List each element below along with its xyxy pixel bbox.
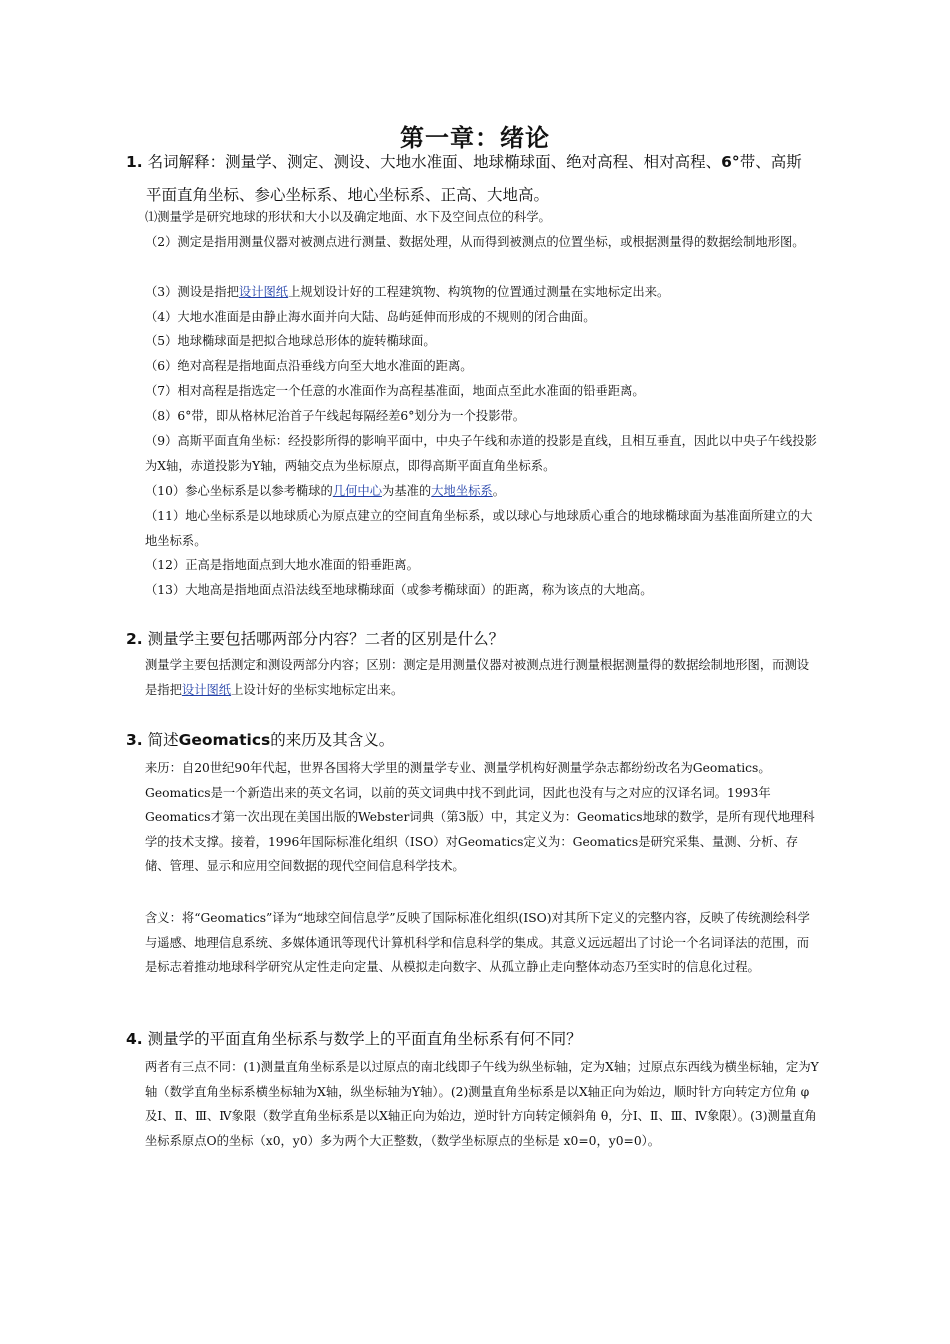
answer-1-13: （13）大地高是指地面点沿法线至地球椭球面（或参考椭球面）的距离，称为该点的大地高。 bbox=[145, 583, 653, 597]
answer-1-3 bbox=[145, 280, 820, 305]
answer-3-meaning: 含义：将“Geomatics”译为“地球空间信息学”反映了国际标准化组织(ISO)对其所下定义的完整内容，反映了传统测绘科学与遥感、地理信息系统、多媒体通讯等现代计算机科学和信息科学的集成。其意义远远超出了讨论一个名词译法的范围，而是标志着推动地球科学研究从定性走向定量、从模拟走向数字、从孤立静止走向整体动态乃至实时的信息化过程。 bbox=[145, 911, 810, 975]
question-number: 4. bbox=[126, 1030, 143, 1048]
question-number: 1. bbox=[126, 153, 143, 171]
answer-1-10 bbox=[145, 479, 820, 504]
answer-text: （3）测设是指把 bbox=[145, 285, 239, 299]
question-text-bold: Geomatics bbox=[178, 731, 271, 749]
question-text: 测量学的平面直角坐标系与数学上的平面直角坐标系有何不同？ bbox=[147, 1030, 582, 1048]
question-text: 测量学主要包括哪两部分内容？二者的区别是什么？ bbox=[147, 630, 505, 648]
answer-text: 为基准的 bbox=[382, 484, 432, 498]
answer-2 bbox=[145, 653, 820, 702]
answer-1-12: （12）正高是指地面点到大地水准面的铅垂距离。 bbox=[145, 558, 419, 572]
answer-text: （10）参心坐标系是以参考椭球的 bbox=[145, 484, 333, 498]
page-title: 第一章：绪论 bbox=[400, 124, 550, 152]
question-number: 3. bbox=[126, 731, 143, 749]
answer-1-9: （9）高斯平面直角坐标：经投影所得的影响平面中，中央子午线和赤道的投影是直线，且相互垂直，因此以中央子午线投影为X轴，赤道投影为Y轴，两轴交点为坐标原点，即得高斯平面直角坐标系。 bbox=[145, 434, 817, 473]
link-design-drawing[interactable]: 设计图纸 bbox=[238, 285, 289, 299]
link-design-drawing[interactable]: 设计图纸 bbox=[181, 682, 232, 697]
answer-text: 上规划设计好的工程建筑物、构筑物的位置通过测量在实地标定出来。 bbox=[288, 285, 670, 299]
question-text: 简述 bbox=[147, 731, 179, 749]
question-2 bbox=[126, 623, 826, 656]
link-geometric-center[interactable]: 几何中心 bbox=[332, 484, 383, 498]
answer-text: 。 bbox=[492, 484, 506, 498]
answer-1-11: （11）地心坐标系是以地球质心为原点建立的空间直角坐标系，或以球心与地球质心重合的地球椭球面为基准面所建立的大地坐标系。 bbox=[145, 509, 813, 548]
question-1 bbox=[126, 146, 826, 212]
link-geodetic-coordinate-system[interactable]: 大地坐标系 bbox=[431, 484, 493, 498]
answer-1-4: （4）大地水准面是由静止海水面并向大陆、岛屿延伸而形成的不规则的闭合曲面。 bbox=[145, 310, 596, 324]
answer-1-2: （2）测定是指用测量仪器对被测点进行测量、数据处理，从而得到被测点的位置坐标，或根据测量得的数据绘制地形图。 bbox=[145, 235, 805, 249]
answer-text: 测量学主要包括测定和测设两部分内容；区别：测定是用测量仪器对被测点进行测量根据测量得的数据绘制地形图，而测设是指把 bbox=[145, 658, 810, 697]
question-text: 带、高斯 bbox=[739, 153, 802, 171]
answer-1-8: （8）6°带，即从格林尼治首子午线起每隔经差6°划分为一个投影带。 bbox=[145, 409, 526, 423]
answer-3-history: 来历：自20世纪90年代起，世界各国将大学里的测量学专业、测量学机构好测量学杂志都纷纷改名为Geomatics。Geomatics是一个新造出来的英文名词，以前的英文词典中找不到此词，因此也没有与之对应的汉译名词。1993年Geomatics才第一次出现在美国出版的Webster词典（第3版）中，其定义为：Geomatics地球的数学，是所有现代地理科学的技术支撑。接着，1996年国际标准化组织（ISO）对Geomatics定义为：Geomatics是研究采集、量测、分析、存储、管理、显示和应用空间数据的现代空间信息科学技术。 bbox=[145, 761, 815, 874]
answer-1-7: （7）相对高程是指选定一个任意的水准面作为高程基准面，地面点至此水准面的铅垂距离。 bbox=[145, 384, 645, 398]
question-text: 平面直角坐标、参心坐标系、地心坐标系、正高、大地高。 bbox=[146, 186, 550, 204]
question-4 bbox=[126, 1023, 826, 1056]
question-text-bold: 6° bbox=[721, 153, 740, 171]
question-text: 名词解释：测量学、测定、测设、大地水准面、地球椭球面、绝对高程、相对高程、 bbox=[147, 153, 722, 171]
question-3 bbox=[126, 724, 826, 757]
answer-1-5: （5）地球椭球面是把拟合地球总形体的旋转椭球面。 bbox=[145, 334, 436, 348]
question-number: 2. bbox=[126, 630, 143, 648]
answer-4: 两者有三点不同：(1)测量直角坐标系是以过原点的南北线即子午线为纵坐标轴，定为X轴；过原点东西线为横坐标轴，定为Y轴（数学直角坐标系横坐标轴为X轴，纵坐标轴为Y轴）。(2)测量直角坐标系是以X轴正向为始边，顺时针方向转定方位角 φ 及Ⅰ、Ⅱ、Ⅲ、Ⅳ象限（数学直角坐标系是以X轴正向为始边，逆时针方向转定倾斜角 θ，分Ⅰ、Ⅱ、Ⅲ、Ⅳ象限）。(3)测量直角坐标系原点O的坐标（x0，y0）多为两个大正整数，（数学坐标原点的坐标是 x0=0，y0=0）。 bbox=[145, 1060, 819, 1148]
answer-1-6: （6）绝对高程是指地面点沿垂线方向至大地水准面的距离。 bbox=[145, 359, 473, 373]
question-text: 的来历及其含义。 bbox=[270, 731, 395, 749]
answer-text: 上设计好的坐标实地标定出来。 bbox=[231, 682, 404, 697]
answer-1-1: ⑴测量学是研究地球的形状和大小以及确定地面、水下及空间点位的科学。 bbox=[145, 210, 551, 224]
